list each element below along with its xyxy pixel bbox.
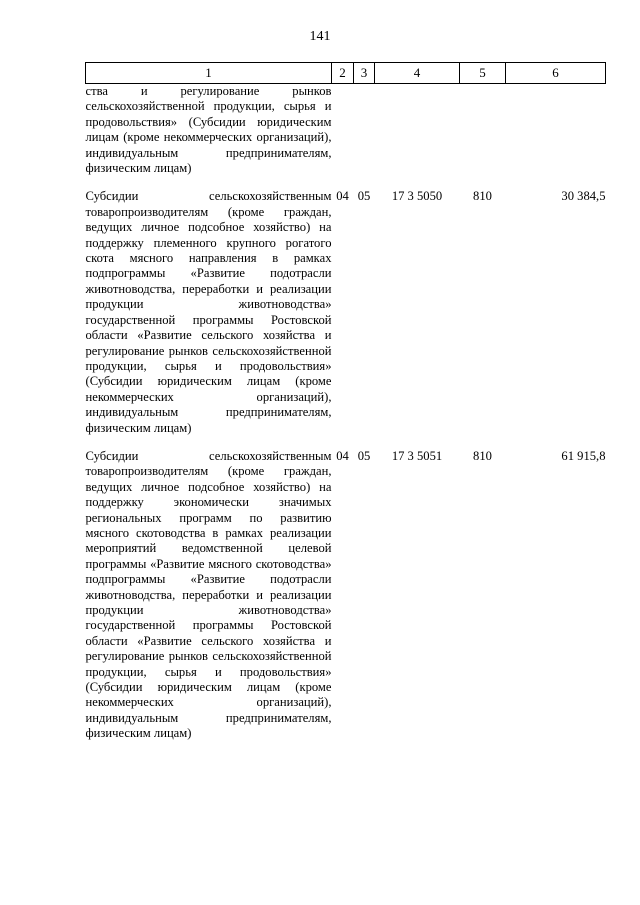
budget-table	[85, 62, 606, 742]
row-amount	[506, 84, 606, 177]
row-vr: 810	[473, 189, 492, 204]
table-row	[86, 449, 606, 742]
row-csr	[375, 84, 460, 177]
row-vr	[460, 84, 506, 177]
row-description: ства и регулирование рынков сельскохозяйственной продукции, сырья и продовольствия» (Субсидии юридическим лицам (кроме некоммерческих организаций), индивидуальным предпринимателям, физическим лицам)	[85, 84, 332, 176]
header-col-description: 1	[86, 63, 332, 84]
row-rz: 04	[336, 189, 349, 204]
header-col-amount: 6	[506, 63, 606, 84]
table-row	[86, 189, 606, 436]
row-pr	[354, 84, 375, 177]
header-col-csr: 4	[375, 63, 460, 84]
header-col-rz: 2	[332, 63, 354, 84]
row-csr: 17 3 5051	[391, 448, 443, 463]
table-row	[86, 84, 606, 177]
row-pr: 05	[357, 189, 371, 204]
row-rz	[332, 84, 354, 177]
page-number: 141	[309, 29, 331, 44]
header-col-pr: 3	[354, 63, 375, 84]
row-amount: 30 384,5	[561, 189, 606, 204]
row-description: Субсидии сельскохозяйственным товаропроизводителям (кроме граждан, ведущих личное подсобное хозяйство) на поддержку экономически значимых региональных программ по развитию мясного скотоводства в рамках реализации мероприятий ведомственной целевой программы «Развитие мясного скотоводства» подпрограммы «Развитие подотрасли животноводства, переработки и реализации продукции животноводства» государственной программы Ростовской области «Развитие сельского хозяйства и регулирование рынков сельскохозяйственной продукции, сырья и продовольствия» (Субсидии юридическим лицам (кроме некоммерческих организаций), индивидуальным предпринимателям, физическим лицам)	[85, 448, 332, 741]
header-col-vr: 5	[460, 63, 506, 84]
table-header-row	[86, 63, 606, 84]
row-description: Субсидии сельскохозяйственным товаропроизводителям (кроме граждан, ведущих личное подсобное хозяйство) на поддержку племенного крупного рогатого скота мясного направления в рамках подпрограммы «Развитие подотрасли животноводства, переработки и реализации продукции животноводства» государственной программы Ростовской области «Развитие сельского хозяйства и регулирование рынков сельскохозяйственной продукции, сырья и продовольствия» (Субсидии юридическим лицам (кроме некоммерческих организаций), индивидуальным предпринимателям, физическим лицам)	[85, 189, 332, 435]
row-pr: 05	[357, 448, 371, 463]
row-spacer	[86, 436, 606, 449]
row-spacer	[86, 176, 606, 189]
row-vr: 810	[473, 448, 492, 463]
row-amount: 61 915,8	[561, 448, 606, 463]
row-rz: 04	[336, 448, 349, 463]
row-csr: 17 3 5050	[391, 189, 443, 204]
